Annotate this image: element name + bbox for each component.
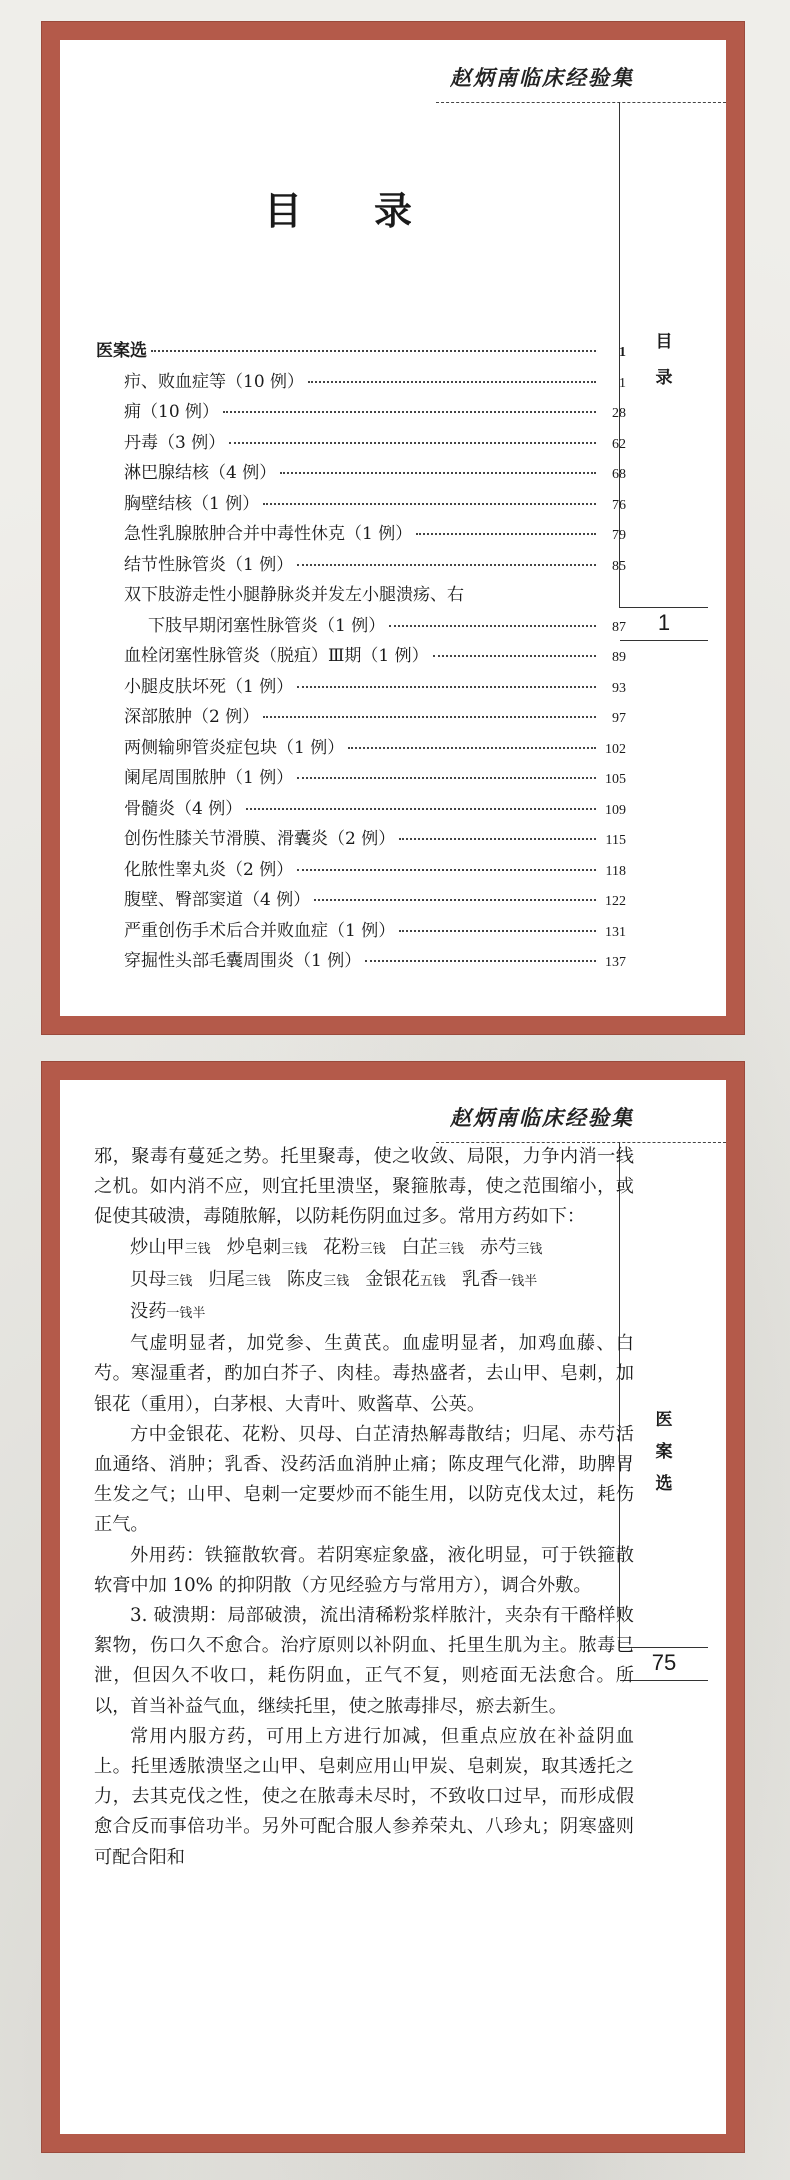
toc-entry[interactable] bbox=[96, 702, 626, 733]
toc-entry-page: 122 bbox=[605, 894, 626, 909]
toc-leader-dots bbox=[416, 533, 596, 535]
toc-entry[interactable] bbox=[96, 397, 626, 428]
toc-entry[interactable] bbox=[96, 489, 626, 520]
toc-entry-page: 102 bbox=[605, 741, 626, 757]
side-tab-text: 医 案 选 bbox=[655, 1410, 673, 1494]
herb-dose: 三钱 bbox=[323, 1273, 350, 1289]
toc-entry[interactable] bbox=[96, 519, 626, 550]
paragraph: 3. 破溃期：局部破溃，流出清稀粉浆样脓汁，夹杂有干酪样败絮物，伤口久不愈合。治疗原则以补阴血、托里生肌为主。脓毒已泄，但因久不收口，耗伤阴血，正气不复，则疮面无法愈合。所以，首当补益气血，继续托里，使之脓毒排尽，瘀去新生。 bbox=[94, 1605, 634, 1717]
herb-name: 赤芍 bbox=[480, 1236, 517, 1258]
herb-dose: 三钱 bbox=[166, 1273, 193, 1289]
herb-dose: 三钱 bbox=[281, 1241, 308, 1257]
toc-entry[interactable] bbox=[96, 794, 626, 825]
toc-leader-dots bbox=[297, 777, 596, 779]
toc-entry-title: 化脓性睾丸炎（2 例） bbox=[124, 859, 294, 880]
page-frame-toc bbox=[42, 22, 744, 1034]
herb-item bbox=[130, 1233, 211, 1265]
toc-entry-title: 阑尾周围脓肿（1 例） bbox=[124, 768, 294, 788]
paragraph: 气虚明显者，加党参、生黄芪。血虚明显者，加鸡血藤、白芍。寒湿重者，酌加白芥子、肉桂。毒热盛者，去山甲、皂刺，加银花（重用），白茅根、大青叶、败酱草、公英。 bbox=[94, 1333, 634, 1415]
toc-entry-page: 28 bbox=[612, 406, 626, 421]
toc-leader-dots bbox=[297, 564, 596, 566]
body-text bbox=[94, 1142, 634, 1873]
herb-item bbox=[323, 1233, 385, 1265]
book-title: 赵炳南临床经验集 bbox=[450, 1106, 634, 1130]
toc-entry-title: 急性乳腺脓肿合并中毒性休克（1 例） bbox=[124, 524, 413, 544]
toc-leader-dots bbox=[229, 442, 596, 444]
toc-entry-page: 68 bbox=[612, 467, 626, 482]
toc-leader-dots bbox=[263, 503, 596, 505]
herb-name: 花粉 bbox=[323, 1236, 360, 1258]
toc-leader-dots bbox=[280, 472, 596, 474]
paragraph: 方中金银花、花粉、贝母、白芷清热解毒散结；归尾、赤芍活血通络、消肿；乳香、没药活血消肿止痛；陈皮理气化滞，助脾胃生发之气；山甲、皂刺一定要炒而不能生用，以防克伐太过，耗伤正气。 bbox=[94, 1423, 634, 1536]
herb-name: 炒皂刺 bbox=[226, 1236, 282, 1258]
toc-entry-title: 医案选 bbox=[96, 341, 147, 361]
herb-name: 归尾 bbox=[208, 1268, 245, 1290]
toc-entry[interactable] bbox=[96, 763, 626, 794]
toc-entry-title: 血栓闭塞性脉管炎（脱疽）Ⅲ期（1 例） bbox=[124, 646, 429, 666]
toc-entry-page: 105 bbox=[605, 772, 626, 787]
toc-entry-page: 1 bbox=[619, 375, 626, 391]
toc-leader-dots bbox=[399, 838, 596, 840]
toc-entry-page: 62 bbox=[612, 436, 626, 452]
page-paper bbox=[60, 1080, 726, 2134]
herb-item bbox=[365, 1265, 446, 1297]
toc-entry[interactable] bbox=[96, 580, 626, 611]
toc-leader-dots bbox=[151, 350, 596, 352]
herb-list bbox=[94, 1233, 634, 1330]
paragraph: 外用药：铁箍散软膏。若阴寒症象盛，液化明显，可于铁箍散软膏中加 10% 的抑阴散（方见经验方与常用方），调合外敷。 bbox=[94, 1544, 634, 1596]
toc-entry[interactable] bbox=[96, 946, 626, 977]
herb-dose: 三钱 bbox=[437, 1241, 464, 1257]
toc-title: 目录 bbox=[263, 189, 484, 233]
side-tab-text: 目 录 bbox=[655, 332, 673, 388]
toc-entry-page: 118 bbox=[605, 863, 626, 879]
toc-entry-page: 85 bbox=[612, 558, 626, 574]
toc-entry-title: 穿掘性头部毛囊周围炎（1 例） bbox=[124, 951, 362, 971]
toc-entry[interactable] bbox=[96, 458, 626, 489]
toc-entry[interactable] bbox=[96, 428, 626, 459]
toc-leader-dots bbox=[389, 625, 596, 627]
toc-entry[interactable] bbox=[96, 336, 626, 367]
toc-leader-dots bbox=[246, 808, 596, 810]
toc-entry-title: 深部脓肿（2 例） bbox=[124, 707, 260, 727]
page-number: 75 bbox=[620, 1650, 708, 1681]
herb-item bbox=[130, 1265, 192, 1297]
herb-name: 炒山甲 bbox=[130, 1236, 185, 1258]
herb-dose: 三钱 bbox=[516, 1241, 543, 1257]
page-frame-content bbox=[42, 1062, 744, 2152]
herb-item bbox=[208, 1265, 270, 1297]
herb-item bbox=[402, 1233, 464, 1265]
toc-entry-page: 79 bbox=[612, 528, 626, 543]
toc-entry-page: 89 bbox=[612, 650, 626, 665]
herb-item bbox=[462, 1265, 537, 1297]
toc-entry[interactable] bbox=[96, 550, 626, 581]
paragraph: 邪，聚毒有蔓延之势。托里聚毒，使之收敛、局限，力争内消一线之机。如内消不应，则宜托里溃坚，聚箍脓毒，使之范围缩小，或促使其破溃，毒随脓解，以防耗伤阴血过多。常用方药如下： bbox=[94, 1146, 634, 1228]
toc-entry-page: 87 bbox=[612, 619, 626, 635]
toc-leader-dots bbox=[314, 899, 596, 901]
herb-dose: 三钱 bbox=[244, 1273, 271, 1289]
toc-entry-page: 97 bbox=[612, 711, 626, 726]
paragraph: 常用内服方药，可用上方进行加减，但重点应放在补益阴血上。托里透脓溃坚之山甲、皂刺应用山甲炭、皂刺炭，取其透托之力，去其克伐之性，使之在脓毒未尽时，不致收口过早，而形成假愈合反而事倍功半。另外可配合服人参养荣丸、八珍丸；阴寒盛则可配合阳和 bbox=[94, 1725, 634, 1868]
herb-dose: 五钱 bbox=[419, 1273, 446, 1289]
book-title: 赵炳南临床经验集 bbox=[450, 66, 634, 90]
toc-entry-page: 137 bbox=[605, 955, 626, 970]
toc-entry-page: 109 bbox=[605, 802, 626, 818]
toc-entry[interactable] bbox=[96, 611, 626, 642]
toc-leader-dots bbox=[365, 960, 596, 962]
toc-entry-title: 小腿皮肤坏死（1 例） bbox=[124, 676, 294, 697]
toc-entry[interactable] bbox=[96, 641, 626, 672]
toc-leader-dots bbox=[308, 381, 596, 383]
herb-dose: 三钱 bbox=[359, 1241, 386, 1257]
toc-leader-dots bbox=[297, 686, 596, 688]
toc-entry[interactable] bbox=[96, 733, 626, 764]
toc-leader-dots bbox=[223, 411, 596, 413]
toc-list bbox=[96, 336, 626, 977]
toc-entry-title: 疖、败血症等（10 例） bbox=[124, 371, 305, 392]
herb-dose: 一钱半 bbox=[166, 1306, 206, 1322]
page-number: 1 bbox=[620, 610, 708, 641]
toc-leader-dots bbox=[263, 716, 596, 718]
toc-entry[interactable] bbox=[96, 916, 626, 947]
side-tab-label bbox=[620, 324, 708, 396]
toc-entry-title: 丹毒（3 例） bbox=[124, 432, 226, 453]
herb-name: 乳香 bbox=[461, 1268, 499, 1290]
toc-entry-title: 双下肢游走性小腿静脉炎并发左小腿溃疡、右 bbox=[124, 585, 464, 605]
toc-entry-title: 淋巴腺结核（4 例） bbox=[124, 463, 277, 483]
toc-leader-dots bbox=[433, 655, 596, 657]
toc-entry[interactable] bbox=[96, 885, 626, 916]
toc-entry-page: 93 bbox=[612, 680, 626, 696]
toc-entry-page: 76 bbox=[612, 497, 626, 513]
toc-entry-title: 骨髓炎（4 例） bbox=[124, 798, 243, 819]
toc-entry[interactable] bbox=[96, 824, 626, 855]
toc-entry-title: 严重创伤手术后合并败血症（1 例） bbox=[124, 920, 396, 941]
herb-item bbox=[287, 1265, 349, 1297]
herb-name: 白芷 bbox=[401, 1236, 438, 1258]
herb-item bbox=[480, 1233, 542, 1265]
toc-entry-title: 胸壁结核（1 例） bbox=[124, 493, 260, 514]
toc-entry-title: 两侧输卵管炎症包块（1 例） bbox=[124, 737, 345, 758]
toc-leader-dots bbox=[399, 930, 596, 932]
toc-entry-title: 创伤性膝关节滑膜、滑囊炎（2 例） bbox=[124, 829, 396, 849]
herb-name: 贝母 bbox=[130, 1268, 167, 1290]
herb-dose: 三钱 bbox=[184, 1241, 211, 1257]
toc-entry-page: 131 bbox=[605, 924, 626, 940]
toc-entry-title: 腹壁、臀部窦道（4 例） bbox=[124, 890, 311, 910]
herb-dose: 一钱半 bbox=[498, 1273, 538, 1289]
toc-leader-dots bbox=[297, 869, 596, 871]
toc-entry-page: 1 bbox=[619, 345, 626, 360]
herb-item bbox=[130, 1297, 205, 1329]
toc-entry-page: 115 bbox=[605, 833, 626, 848]
toc-entry-title: 结节性脉管炎（1 例） bbox=[124, 554, 294, 575]
herb-name: 陈皮 bbox=[286, 1268, 324, 1290]
toc-entry[interactable] bbox=[96, 367, 626, 398]
toc-entry-title: 痈（10 例） bbox=[124, 402, 220, 422]
page-paper bbox=[60, 40, 726, 1016]
side-tab bbox=[619, 102, 708, 608]
herb-name: 没药 bbox=[130, 1301, 167, 1323]
herb-item bbox=[227, 1233, 308, 1265]
toc-entry-title: 下肢早期闭塞性脉管炎（1 例） bbox=[148, 615, 386, 636]
toc-leader-dots bbox=[348, 747, 596, 749]
toc-entry[interactable] bbox=[96, 855, 626, 886]
toc-entry[interactable] bbox=[96, 672, 626, 703]
herb-name: 金银花 bbox=[365, 1268, 420, 1290]
